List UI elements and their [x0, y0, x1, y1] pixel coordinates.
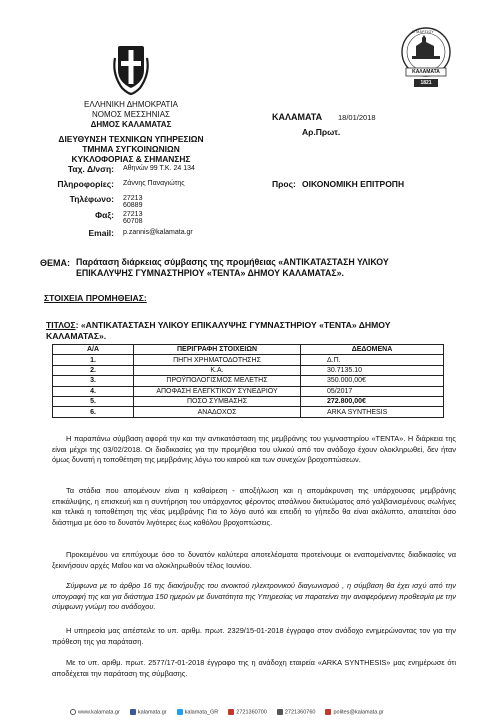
email-value: p.zannis@kalamata.gr — [123, 229, 193, 236]
table-cell-description: ΑΠΟΦΑΣΗ ΕΛΕΓΚΤΙΚΟΥ ΣΥΝΕΔΡΙΟΥ — [134, 386, 301, 396]
city-label: ΚΑΛΑΜΑΤΑ — [272, 112, 323, 122]
info-value: Ζάννης Παναγιώτης — [123, 180, 185, 187]
fax-value: 27213 60708 — [123, 211, 143, 225]
phone-value: 27213 60889 — [123, 195, 143, 209]
table-cell-value: 30.7135.10 — [301, 365, 444, 375]
footer-fax-text: 2721360760 — [284, 709, 316, 716]
header-department: ΤΜΗΜΑ ΣΥΓΚΟΙΝΩΝΙΩΝ — [82, 144, 180, 154]
table-cell-value: ARKA SYNTHESIS — [301, 407, 444, 417]
header-subdepartment: ΚΥΚΛΟΦΟΡΙΑΣ & ΣΗΜΑΝΣΗΣ — [71, 154, 191, 164]
body-paragraph-5: Η υπηρεσία μας απέστειλε το υπ. αριθμ. πρωτ. 2329/15-01-2018 έγγραφο στον ανάδοχο ενημερώνοντας τον για την πρόθεση της για παράταση. — [52, 626, 456, 646]
email-label: Email: — [88, 228, 114, 238]
recipient-value: ΟΙΚΟΝΟΜΙΚΗ ΕΠΙΤΡΟΠΗ — [302, 179, 405, 189]
kalamata-seal-icon — [400, 26, 452, 88]
table-cell-description: ΠΟΣΟ ΣΥΜΒΑΣΗΣ — [134, 396, 301, 406]
facebook-icon — [130, 709, 136, 715]
supply-title-label: ΤΙΤΛΟΣ — [46, 320, 76, 330]
footer-email-text: polites@kalamata.gr — [333, 709, 384, 716]
table-cell-value: 272.800,00€ — [301, 396, 444, 406]
header-directorate: ΔΙΕΥΘΥΝΣΗ ΤΕΧΝΙΚΩΝ ΥΠΗΡΕΣΙΩΝ — [58, 134, 204, 144]
table-row — [53, 376, 444, 386]
table-cell-description: ΠΡΟΫΠΟΛΟΓΙΣΜΟΣ ΜΕΛΕΤΗΣ — [134, 376, 301, 386]
table-row — [53, 355, 444, 365]
body-paragraph-1: Η παραπάνω σύμβαση αφορά την και την αντικατάσταση της μεμβράνης του γυμναστηρίου «ΤΕΝΤΑ». Η διάρκεια της είναι μέχρι της 03/02/2018. Οι διαδικασίες για την προμήθεια του υλικού από τον ανάδοχο έχουν ολοκληρωθεί, δεν ήταν όμως δυνατή η τοποθέτηση της μεμβράνης λόγω του καιρού και των συνεχών βροχοπτώσεων. — [52, 434, 456, 464]
footer-email[interactable] — [325, 709, 383, 715]
table-cell-value: 05/2017 — [301, 386, 444, 396]
greek-coat-of-arms-icon — [112, 44, 150, 96]
footer-twitter-text: kalamata_GR — [184, 709, 219, 716]
footer-web[interactable] — [70, 709, 120, 715]
table-cell-index: 6. — [53, 407, 134, 417]
address-value: Αθηνών 99 Τ.Κ. 24 134 — [123, 165, 195, 172]
header-prefecture: ΝΟΜΟΣ ΜΕΣΣΗΝΙΑΣ — [91, 110, 170, 119]
address-label: Ταχ. Δ/νση: — [67, 164, 114, 174]
document-date: 18/01/2018 — [338, 113, 376, 122]
twitter-icon — [177, 709, 183, 715]
footer-twitter[interactable] — [177, 709, 219, 715]
table-cell-index: 5. — [53, 396, 134, 406]
page-footer — [70, 709, 440, 715]
table-cell-index: 1. — [53, 355, 134, 365]
table-row — [53, 365, 444, 375]
table-row — [53, 396, 444, 406]
table-cell-description: ΠΗΓΗ ΧΡΗΜΑΤΟΔΟΤΗΣΗΣ — [134, 355, 301, 365]
table-header-cell: ΔΕΔΟΜΕΝΑ — [301, 345, 444, 355]
supply-title — [46, 320, 446, 342]
seal-top-text: Ο ΜΑΡΤΙΟΥ — [412, 30, 435, 34]
table-cell-index: 2. — [53, 365, 134, 375]
table-row — [53, 386, 444, 396]
header-republic: ΕΛΛΗΝΙΚΗ ΔΗΜΟΚΡΑΤΙΑ — [84, 100, 178, 109]
fax-icon — [277, 709, 283, 715]
body-paragraph-6: Με το υπ. αριθμ. πρωτ. 2577/17-01-2018 έγγραφο της η ανάδοχη εταιρεία «ARKA SYNTHESIS» μας ενημέρωσε ότι αποδέχεται την παράταση της σύμβασης. — [52, 658, 456, 678]
body-paragraph-4: Σύμφωνα με το άρθρο 16 της διακήρυξης του ανοικτού ηλεκτρονικού διαγωνισμού , η σύμβαση θα έχει ισχύ από την υπογραφή της και για διάστημα 150 ημερών με δυνατότητα της Υπηρεσίας να παρατείνει την αναφερόμενη προθεσμία με την σύμφωνη γνώμη του ανάδοχου. — [52, 581, 456, 611]
mail-icon — [325, 709, 331, 715]
phone-label: Τηλέφωνο: — [69, 194, 114, 204]
subject-label: ΘΕΜΑ: — [40, 258, 70, 268]
table-header-cell: ΠΕΡΙΓΡΑΦΗ ΣΤΟΙΧΕΙΩΝ — [134, 345, 301, 355]
table-cell-description: Κ.Α. — [134, 365, 301, 375]
supply-heading: ΣΤΟΙΧΕΙΑ ΠΡΟΜΗΘΕΙΑΣ: — [44, 293, 147, 303]
table-row — [53, 407, 444, 417]
table-cell-index: 3. — [53, 376, 134, 386]
body-paragraph-2: Τα στάδια που απομένουν είναι η καθαίρεση - αποξήλωση και η απομάκρυνση της υπάρχουσας μεμβράνης επικάλυψης, η επισκευή και η συντήρηση του υπάρχοντος φέροντος ατσάλινου δικτυώματος από γαλβανισμένους σωλήνες και τελικά η τοποθέτηση της νέας μεμβράνης Για το λόγο αυτό και επειδή το γήπεδο θα είναι ακάλυπτο, απαιτείται όσο διάστημα με όσο το δυνατόν λιγότερες έως καθόλου βροχοπτώσεις. — [52, 486, 456, 527]
seal-city-text: ΚΑΛΑΜΑΤΑ — [412, 69, 440, 75]
header-municipality: ΔΗΜΟΣ ΚΑΛΑΜΑΤΑΣ — [90, 120, 172, 129]
footer-phone-text: 2721360700 — [236, 709, 267, 716]
footer-phone[interactable] — [228, 709, 267, 715]
table-header-cell: Α/Α — [53, 345, 134, 355]
footer-fax — [277, 709, 316, 715]
table-cell-value: 350.000,00€ — [301, 376, 444, 386]
supply-title-text2: ΚΑΛΑΜΑΤΑΣ». — [46, 331, 107, 341]
seal-year-text: 1821 — [420, 80, 432, 86]
phone-icon — [228, 709, 234, 715]
recipient-label: Προς: — [272, 179, 296, 189]
supply-data-table — [52, 344, 444, 418]
info-label: Πληροφορίες: — [57, 179, 114, 189]
supply-title-text: : «ΑΝΤΙΚΑΤΑΣΤΑΣΗ ΥΛΙΚΟΥ ΕΠΙΚΑΛΥΨΗΣ ΓΥΜΝΑΣΤΗΡΙΟΥ «ΤΕΝΤΑ» ΔΗΜΟΥ — [75, 320, 391, 330]
footer-web-text: www.kalamata.gr — [78, 709, 120, 716]
table-header-row — [53, 345, 444, 355]
fax-label: Φαξ: — [95, 210, 114, 220]
body-paragraph-3: Προκειμένου να επιτύχουμε όσο το δυνατόν καλύτερα αποτελέσματα προτείνουμε οι εναπομείναντες διαδικασίες να ξεκινήσουν αρχές Μαΐου και να ολοκληρωθούν τέλος Ιουνίου. — [52, 550, 456, 570]
table-cell-index: 4. — [53, 386, 134, 396]
protocol-number: Αρ.Πρωτ. — [302, 127, 341, 137]
table-cell-value: Δ.Π. — [301, 355, 444, 365]
table-cell-description: ΑΝΑΔΟΧΟΣ — [134, 407, 301, 417]
globe-icon — [70, 709, 76, 715]
footer-facebook-text: kalamata.gr — [137, 709, 167, 716]
footer-facebook[interactable] — [130, 709, 167, 715]
subject-text: Παράταση διάρκειας σύμβασης της προμήθειας «ΑΝΤΙΚΑΤΑΣΤΑΣΗ ΥΛΙΚΟΥ ΕΠΙΚΑΛΥΨΗΣ ΓΥΜΝΑΣΤΗΡΙΟΥ «ΤΕΝΤΑ» ΔΗΜΟΥ ΚΑΛΑΜΑΤΑΣ». — [76, 257, 389, 278]
